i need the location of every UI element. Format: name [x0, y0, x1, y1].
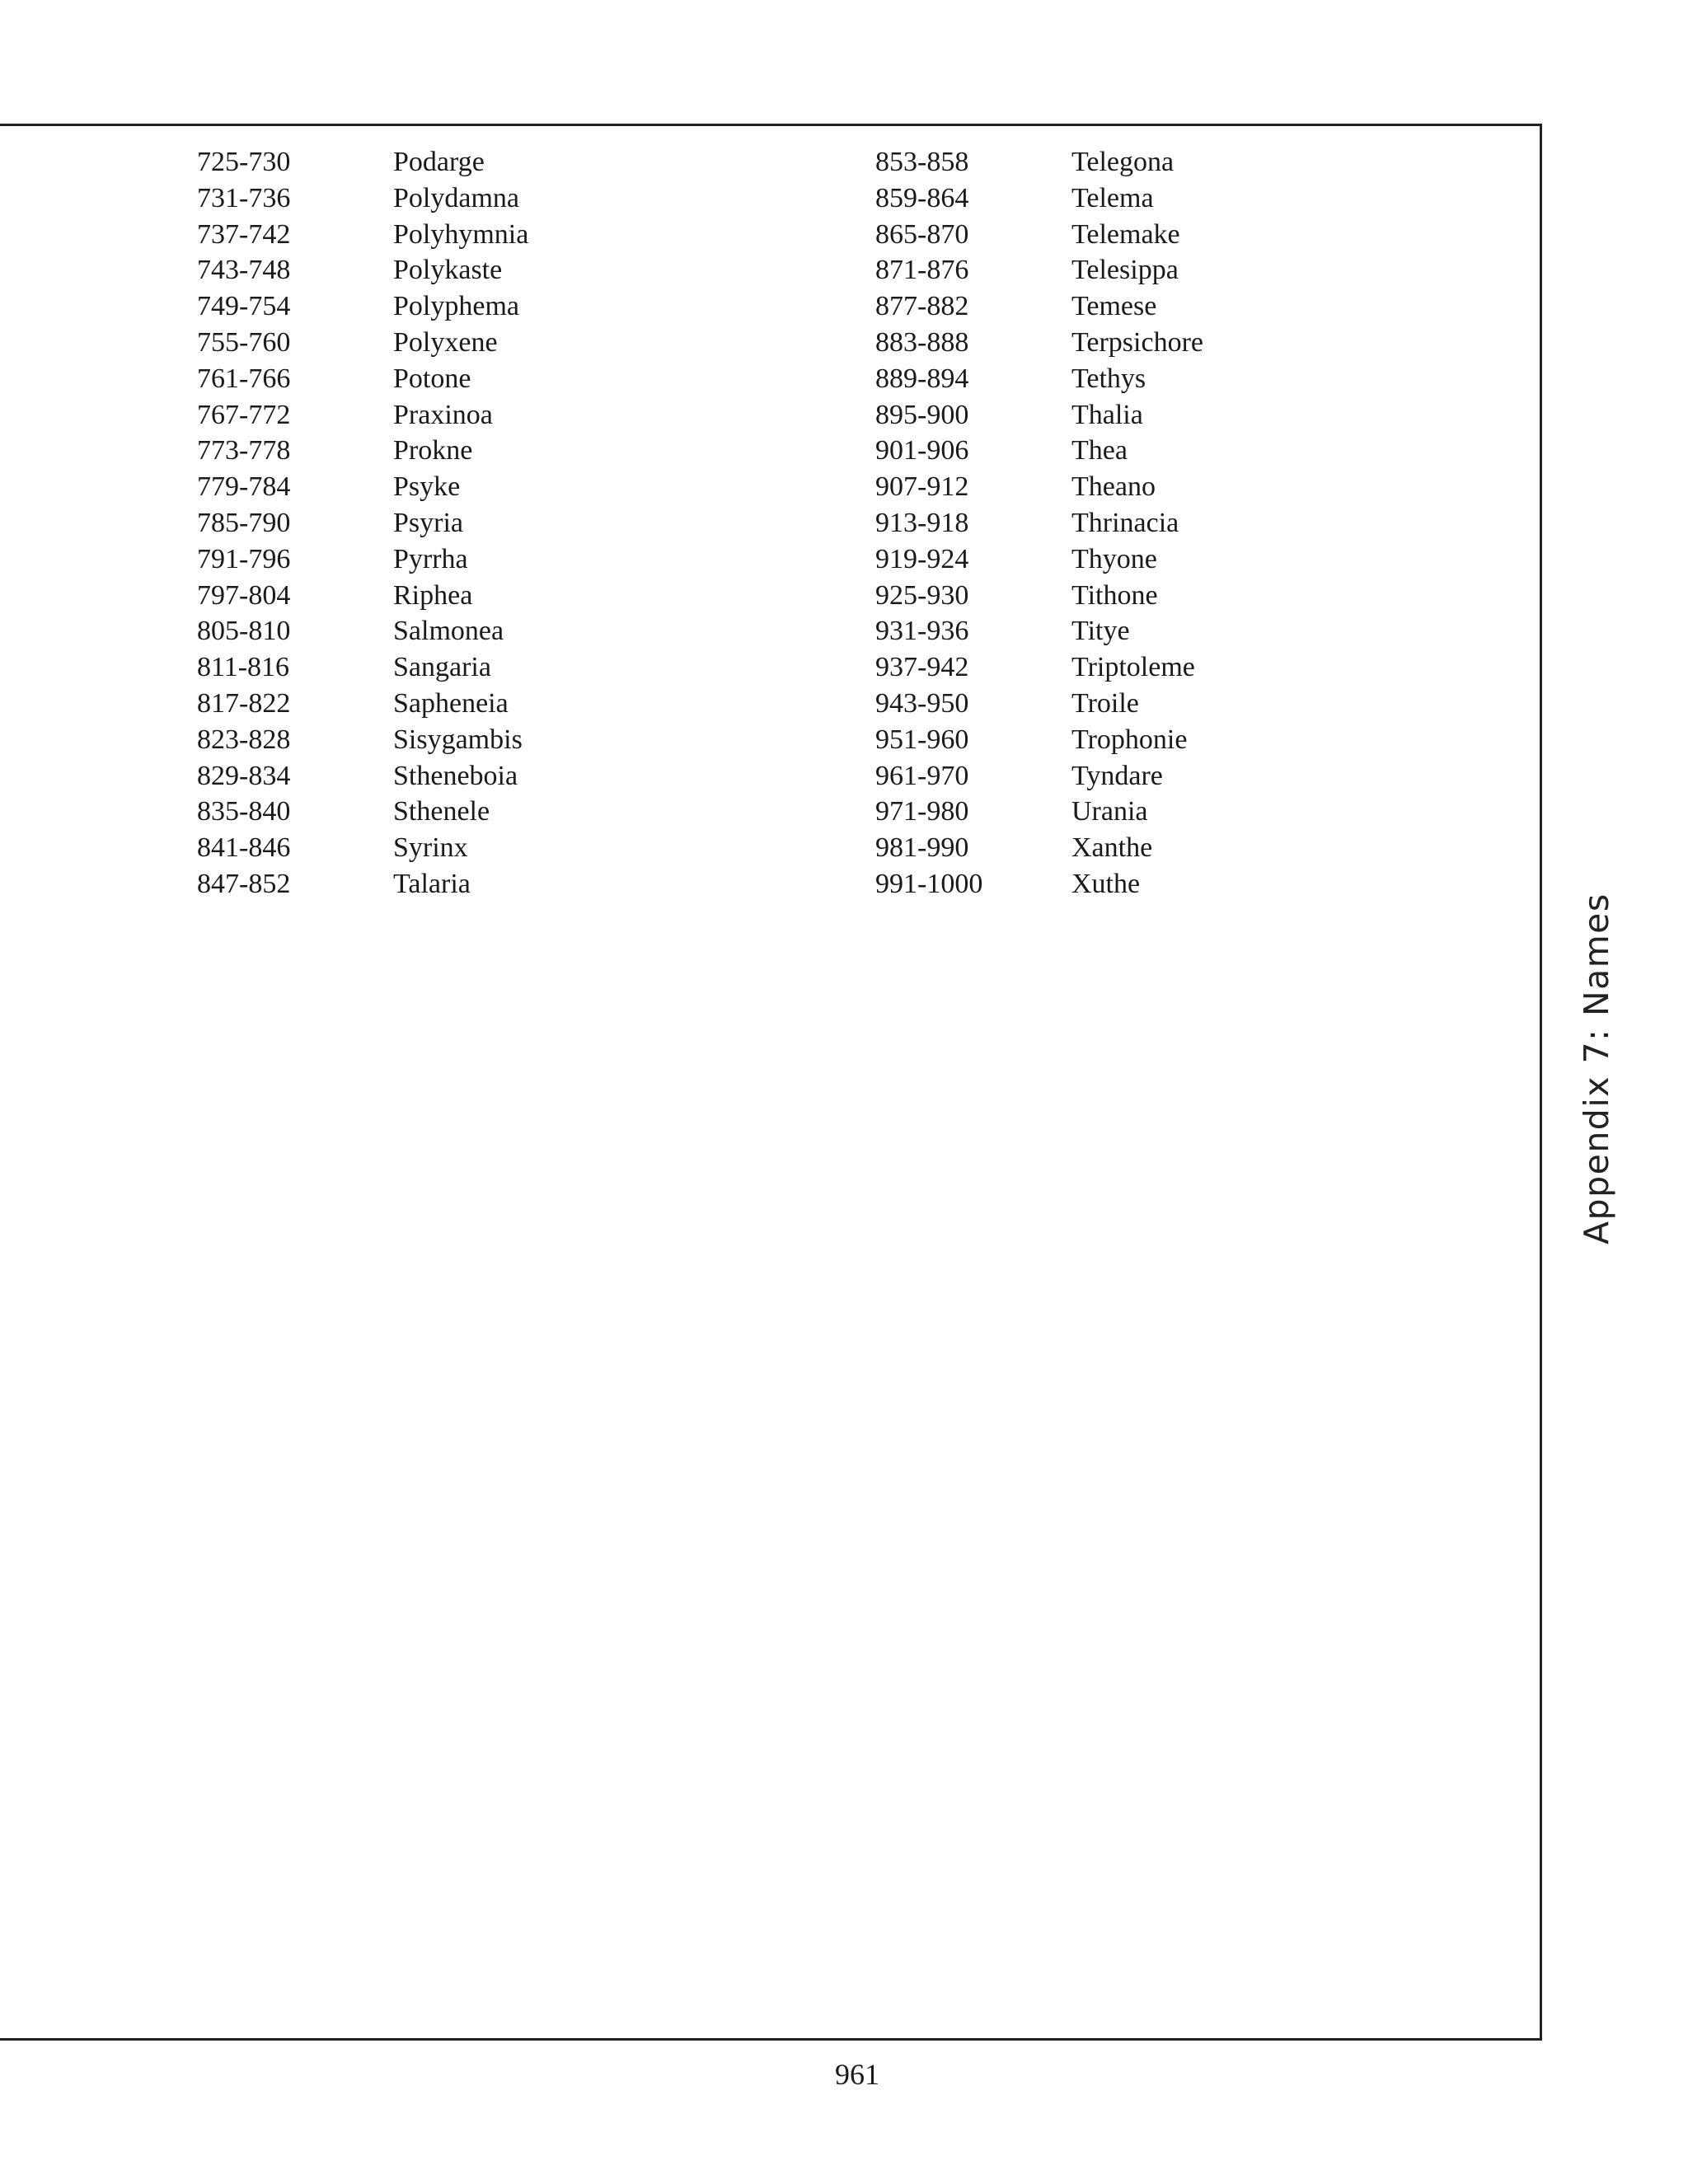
roll-range: 841-846	[197, 832, 291, 864]
name-entry: Telegona	[1071, 147, 1175, 177]
roll-range: 737-742	[197, 218, 291, 250]
name-entry: Potone	[393, 363, 471, 394]
appendix-title: Appendix 7: Names	[1577, 893, 1616, 1244]
roll-range: 943-950	[875, 687, 969, 719]
name-entry: Psyria	[393, 507, 463, 538]
name-entry: Polykaste	[393, 255, 503, 286]
roll-range: 877-882	[875, 291, 969, 322]
name-entry: Xuthe	[1071, 868, 1141, 899]
name-entry: Talaria	[393, 868, 471, 899]
name-entry: Triptoleme	[1071, 652, 1195, 683]
roll-range: 871-876	[875, 255, 969, 286]
roll-range: 901-906	[875, 435, 969, 466]
name-entry: Tyndare	[1071, 760, 1163, 791]
name-entry: Podarge	[393, 147, 485, 177]
name-entry: Telema	[1071, 182, 1154, 213]
name-entry: Temese	[1071, 291, 1157, 322]
name-entry: Psyke	[393, 471, 461, 503]
roll-range: 895-900	[875, 399, 969, 430]
roll-range: 931-936	[875, 616, 969, 647]
roll-range: 961-970	[875, 760, 969, 791]
roll-range: 853-858	[875, 147, 969, 177]
name-entry: Titye	[1071, 616, 1130, 647]
roll-range: 925-930	[875, 579, 969, 611]
page-number: 961	[835, 2058, 879, 2091]
name-entry: Polydamna	[393, 182, 519, 213]
name-entry: Sthenele	[393, 796, 490, 827]
name-entry: Salmonea	[393, 616, 504, 647]
name-entry: Sapheneia	[393, 687, 509, 719]
roll-range: 913-918	[875, 507, 969, 538]
roll-range: 817-822	[197, 687, 291, 719]
name-entry: Troile	[1071, 687, 1139, 719]
roll-range: 865-870	[875, 218, 969, 250]
name-entry: Telesippa	[1071, 255, 1179, 286]
name-entry: Tithone	[1071, 579, 1158, 611]
roll-range: 823-828	[197, 724, 291, 755]
roll-range: 805-810	[197, 616, 291, 647]
name-entry: Praxinoa	[393, 399, 493, 430]
roll-range: 791-796	[197, 543, 291, 574]
roll-range: 779-784	[197, 471, 291, 503]
roll-range: 937-942	[875, 652, 969, 683]
roll-range: 981-990	[875, 832, 969, 864]
name-entry: Sangaria	[393, 652, 491, 683]
name-entry: Polyhymnia	[393, 218, 529, 250]
roll-range: 743-748	[197, 255, 291, 286]
name-entry: Prokne	[393, 435, 473, 466]
name-entry: Trophonie	[1071, 724, 1188, 755]
roll-range: 951-960	[875, 724, 969, 755]
name-entry: Xanthe	[1071, 832, 1153, 864]
name-entry: Terpsichore	[1071, 326, 1203, 358]
roll-range: 725-730	[197, 147, 291, 177]
roll-range: 829-834	[197, 760, 291, 791]
roll-range: 785-790	[197, 507, 291, 538]
roll-range: 811-816	[197, 652, 290, 683]
roll-range: 755-760	[197, 326, 291, 358]
name-entry: Riphea	[393, 579, 473, 611]
name-entry: Syrinx	[393, 832, 468, 864]
roll-range: 767-772	[197, 399, 291, 430]
roll-range: 907-912	[875, 471, 969, 503]
roll-range: 991-1000	[875, 868, 983, 899]
roll-range: 773-778	[197, 435, 291, 466]
name-entry: Thrinacia	[1071, 507, 1179, 538]
roll-range: 847-852	[197, 868, 291, 899]
name-entry: Theano	[1071, 471, 1156, 503]
roll-range: 731-736	[197, 182, 291, 213]
name-entry: Thea	[1071, 435, 1128, 466]
name-entry: Urania	[1071, 796, 1148, 827]
name-entry: Stheneboia	[393, 760, 518, 791]
name-entry: Polyxene	[393, 326, 498, 358]
name-entry: Sisygambis	[393, 724, 523, 755]
roll-range: 889-894	[875, 363, 969, 394]
name-entry: Tethys	[1071, 363, 1146, 394]
roll-range: 883-888	[875, 326, 969, 358]
name-entry: Thalia	[1071, 399, 1143, 430]
roll-range: 749-754	[197, 291, 291, 322]
roll-range: 971-980	[875, 796, 969, 827]
roll-range: 859-864	[875, 182, 969, 213]
name-entry: Telemake	[1071, 218, 1180, 250]
name-entry: Pyrrha	[393, 543, 468, 574]
roll-range: 797-804	[197, 579, 291, 611]
name-entry: Thyone	[1071, 543, 1157, 574]
name-entry: Polyphema	[393, 291, 519, 322]
roll-range: 919-924	[875, 543, 969, 574]
roll-range: 761-766	[197, 363, 291, 394]
roll-range: 835-840	[197, 796, 291, 827]
